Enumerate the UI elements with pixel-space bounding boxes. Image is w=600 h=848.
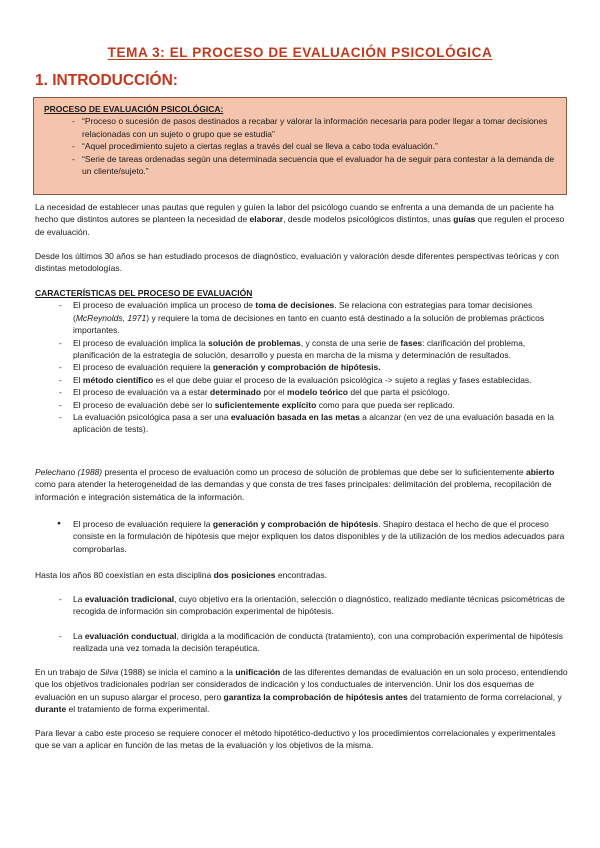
characteristics-section (35, 287, 568, 436)
definition-box-title: PROCESO DE EVALUACIÓN PSICOLÓGICA: (44, 104, 224, 114)
positions-paragraph: Hasta los años 80 coexistían en esta disciplina dos posiciones encontradas. (35, 570, 327, 580)
list-item: - El proceso de evaluación debe ser lo suficientemente explícito como para que pueda ser replicado. (35, 399, 568, 411)
list-item: - La evaluación tradicional, cuyo objetivo era la orientación, selección o diagnóstico, realizado mediante técnicas psicométricas de recogida de información sin comprobación experimental de hipótesis. (35, 593, 568, 618)
list-item: ● El proceso de evaluación requiere la generación y comprobación de hipótesis. Shapiro destaca el hecho de que el proceso consiste en la formulación de hipótesis que mejor expliquen los datos disponibles y de la utilización de los medios adecuados para comprobarlas. (35, 518, 568, 555)
characteristics-list (35, 299, 568, 435)
pelechano-paragraph: Pelechano (1988) presenta el proceso de evaluación como un proceso de solución de problemas que debe ser lo suficientemente abierto como para atender la heterogeneidad de las demandas y que consta de tres fases principales: delimitación del problema, recopilación de información e integración sistemática de la información. (35, 467, 555, 502)
silva-paragraph: En un trabajo de Silva (1988) se inicia el camino a la unificación de las diferentes demandas de evaluación en un solo proceso, entendiendo que los objetivos tradicionales podrían ser considerados de indicación y los conductuales de intervención. Unir los dos esquemas de evaluación en un supuso alargar el proceso, pero garantiza la comprobación de hipótesis antes del tratamiento de forma correlacional, y durante el tratamiento de forma experimental. (35, 667, 568, 715)
page-title: TEMA 3: EL PROCESO DE EVALUACIÓN PSICOLÓGICA (107, 45, 493, 60)
characteristics-title: CARACTERÍSTICAS DEL PROCESO DE EVALUACIÓN (35, 288, 253, 298)
position-traditional (35, 593, 568, 618)
position-conductual (35, 630, 568, 655)
list-item: - El proceso de evaluación implica un proceso de toma de decisiones. Se relaciona con estrategias para tomar decisiones (McReynolds, 1971) y requiere la toma de decisiones en tanto en cuanto está destinado a la solución de problemas prácticos importantes. (35, 299, 568, 336)
intro-paragraph-2: Desde los últimos 30 años se han estudiado procesos de diagnóstico, evaluación y valoración desde diferentes perspectivas teóricas y con distintas metodologías. (35, 251, 560, 274)
list-item: - El método científico es el que debe guiar el proceso de la evaluación psicológica -> sujeto a reglas y fases establecidas. (35, 374, 568, 386)
definition-box (33, 97, 567, 195)
list-item: - El proceso de evaluación requiere la generación y comprobación de hipótesis. (35, 361, 568, 373)
intro-paragraph-1: La necesidad de establecer unas pautas que regulen y guíen la labor del psicólogo cuando se enfrenta a una demanda de un paciente ha hecho que distintos autores se planteen la necesidad de elaborar, desde modelos psicológicos distintos, unas guías que regulen el proceso de evaluación. (35, 202, 565, 237)
definition-item: - “Proceso o sucesión de pasos destinados a recabar y valorar la información necesaria para poder llegar a tomar decisiones relacionadas con un sujeto o grupo que se estudia” (44, 115, 558, 140)
hypothesis-bullet (35, 518, 568, 555)
final-paragraph: Para llevar a cabo este proceso se requiere conocer el método hipotético-deductivo y los procedimientos correlacionales y experimentales que se van a aplicar en función de las metas de la evaluación y los objetivos de la misma. (35, 728, 556, 751)
section-heading-introduccion: 1. INTRODUCCIÓN: (35, 72, 178, 89)
definition-list (44, 115, 558, 177)
list-item: - La evaluación conductual, dirigida a la modificación de conducta (tratamiento), con una comprobación experimental de hipótesis realizada una vez tomada la decisión terapéutica. (35, 630, 568, 655)
list-item: - La evaluación psicológica pasa a ser una evaluación basada en las metas a alcanzar (en vez de una evaluación basada en la aplicación de tests). (35, 411, 568, 436)
definition-item: - “Serie de tareas ordenadas según una determinada secuencia que el evaluador ha de seguir para contestar a la demanda de un cliente/sujeto.” (44, 153, 558, 178)
list-item: - El proceso de evaluación implica la solución de problemas, y consta de una serie de fases: clarificación del problema, planificación de la estrategia de solución, desarrollo y puesta en marcha de la misma y determinación de resultados. (35, 337, 568, 362)
list-item: - El proceso de evaluación va a estar determinado por el modelo teórico del que parta el psicólogo. (35, 386, 568, 398)
definition-item: - “Aquel procedimiento sujeto a ciertas reglas a través del cual se lleva a cabo toda evaluación.” (44, 140, 558, 152)
